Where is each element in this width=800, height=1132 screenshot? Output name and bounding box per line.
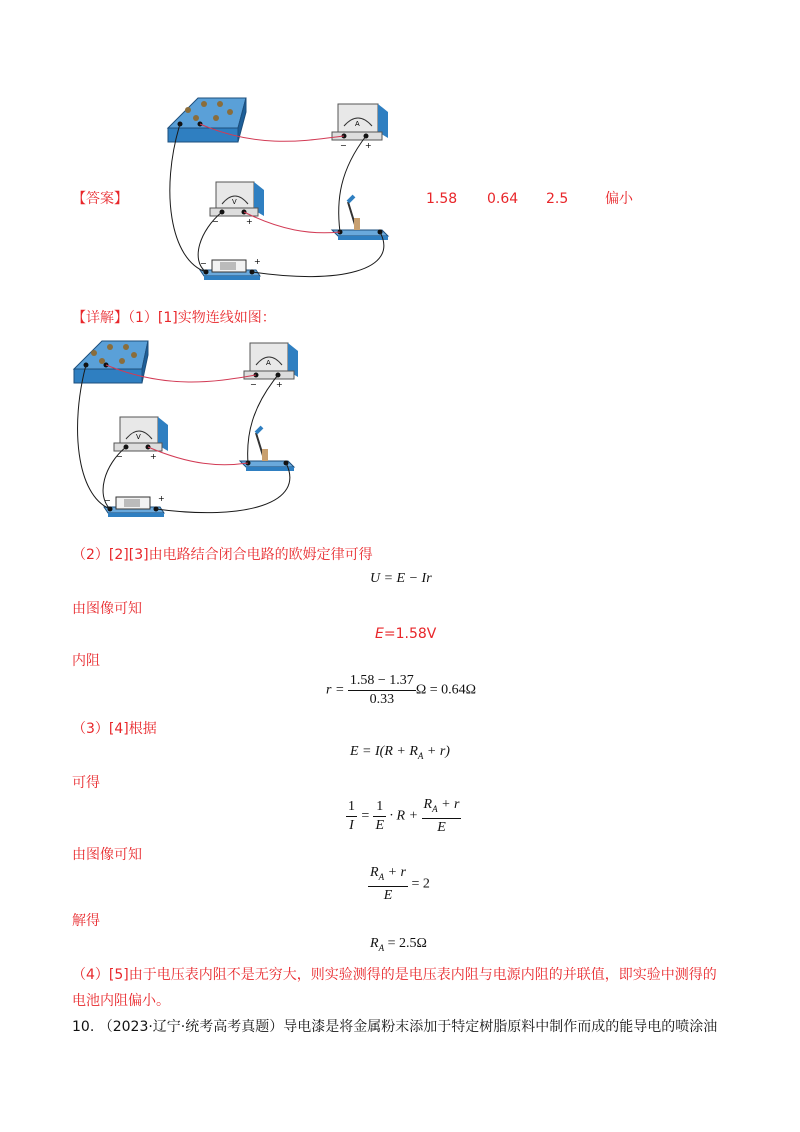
answer-value-2: 0.64	[487, 191, 519, 207]
equation-ratio: $\frac{R_A + r}{E}$ = 2	[370, 865, 430, 903]
voltmeter-letter: V	[232, 199, 237, 206]
svg-text:+: +	[276, 380, 283, 389]
ammeter	[244, 343, 298, 389]
question-10	[72, 1018, 717, 1036]
ammeter-letter: A	[355, 121, 360, 128]
from-graph-2: 由图像可知	[72, 847, 142, 863]
svg-text:−: −	[116, 452, 123, 461]
battery	[104, 494, 165, 517]
question-text: 导电漆是将金属粉末添加于特定树脂原料中制作而成的能导电的喷涂油	[283, 1019, 718, 1035]
knife-switch	[332, 196, 388, 240]
battery	[200, 257, 261, 280]
resistance-box	[74, 341, 148, 383]
from-graph-1: 由图像可知	[72, 601, 142, 617]
answer-value-3: 2.5	[546, 191, 569, 207]
equation-r: r = $\frac{1.58 - 1.37}{0.33}$ Ω = 0.64Ω	[326, 673, 477, 707]
detail-part1-text: （1）[1]实物连线如图：	[128, 310, 276, 326]
detail-label: 【详解】	[72, 310, 128, 326]
ammeter	[332, 104, 388, 150]
answer-value-1: 1.58	[426, 191, 458, 207]
equation-ohm: U = E − Ir	[370, 571, 432, 586]
svg-text:+: +	[150, 452, 157, 461]
svg-text:+: +	[254, 257, 261, 266]
equation-RA: $R_A = 2.5\Omega$	[370, 936, 427, 953]
detail-part1	[72, 309, 276, 327]
emf-var: E	[375, 626, 384, 642]
svg-text:−: −	[250, 380, 257, 389]
svg-text:−: −	[200, 259, 207, 268]
svg-text:−: −	[340, 141, 347, 150]
circuit-diagram-detail	[70, 335, 310, 535]
emf-result	[375, 625, 436, 643]
equation-inverse: $\frac{1}{I}$ = $\frac{1}{E}$ · R + $\frac{R_A + r}{E}$	[348, 797, 460, 835]
can-get-label: 可得	[72, 775, 100, 791]
fraction-r: $\frac{1.58 - 1.37}{0.33}$	[349, 673, 414, 707]
svg-text:+: +	[365, 141, 372, 150]
svg-text:+: +	[158, 494, 165, 503]
detail-part4-line2: 电池内阻偏小。	[72, 993, 170, 1009]
question-number: 10.	[72, 1019, 95, 1035]
voltmeter-letter: V	[136, 433, 141, 441]
ammeter-letter: A	[266, 359, 271, 367]
svg-text:−: −	[104, 496, 111, 505]
svg-text:−: −	[212, 217, 219, 226]
emf-value: =1.58V	[383, 626, 437, 642]
detail-part4-line1: （4）[5]由于电压表内阻不是无穷大，则实验测得的是电压表内阻与电源内阻的并联值，即实验中测得的	[72, 967, 717, 983]
question-source: （2023·辽宁·统考高考真题）	[98, 1019, 284, 1035]
equation-E: $E = I(R + R_A + r)$	[350, 744, 450, 761]
answer-label: 【答案】	[72, 191, 128, 207]
voltmeter	[114, 417, 168, 461]
circuit-diagram-answer	[160, 90, 400, 300]
detail-part2: （2）[2][3]由电路结合闭合电路的欧姆定律可得	[72, 547, 373, 563]
answer-value-4: 偏小	[605, 191, 633, 207]
voltmeter	[210, 182, 264, 226]
internal-resistance-label: 内阻	[72, 653, 100, 669]
solve-label: 解得	[72, 913, 100, 929]
svg-text:+: +	[246, 217, 253, 226]
detail-part3: （3）[4]根据	[72, 721, 157, 737]
